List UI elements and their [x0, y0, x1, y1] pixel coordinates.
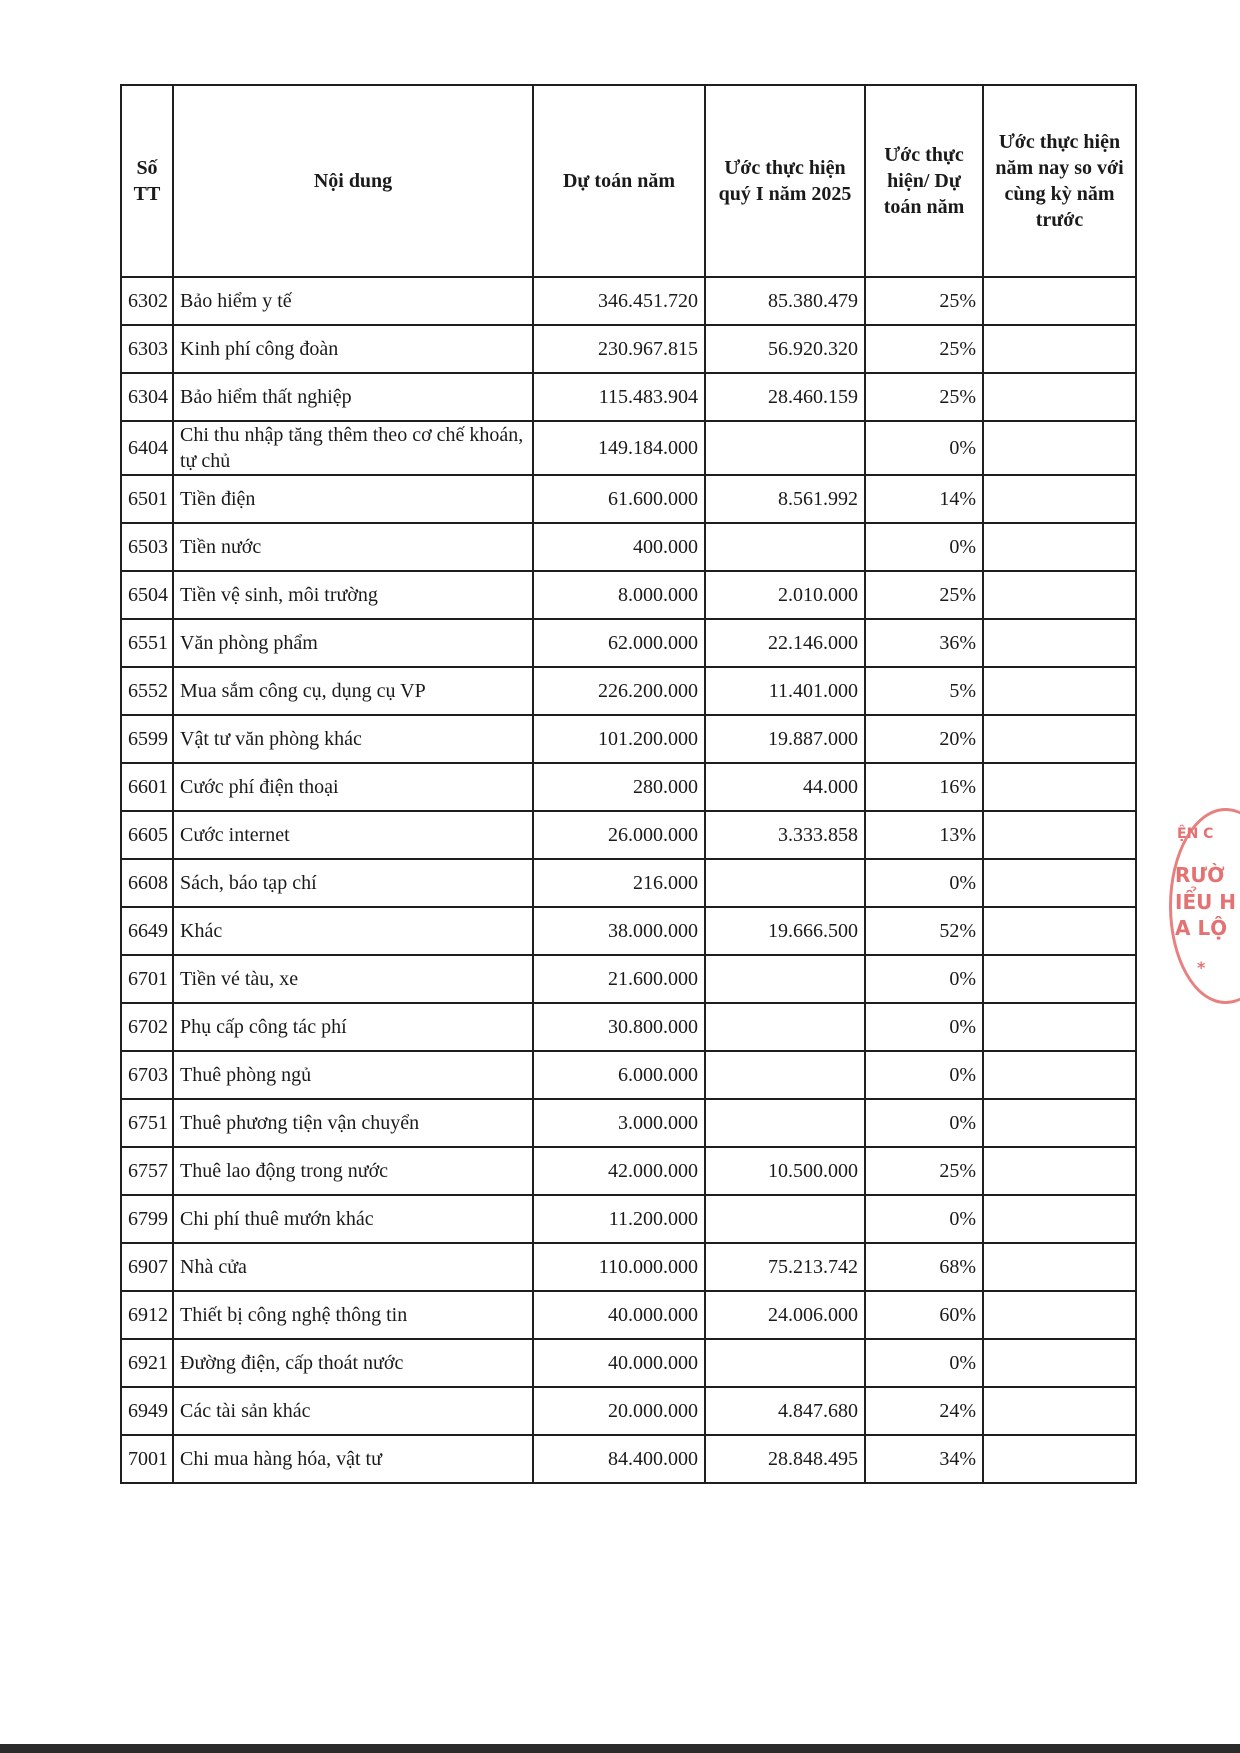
row-content: Vật tư văn phòng khác [173, 715, 533, 763]
row-content: Chi mua hàng hóa, vật tư [173, 1435, 533, 1483]
row-q1-estimate: 19.887.000 [705, 715, 865, 763]
table-row [121, 1435, 1136, 1483]
row-ratio: 25% [865, 277, 983, 325]
row-yoy [983, 373, 1136, 421]
row-ratio: 25% [865, 1147, 983, 1195]
row-annual-estimate: 30.800.000 [533, 1003, 705, 1051]
row-q1-estimate: 56.920.320 [705, 325, 865, 373]
row-ratio: 24% [865, 1387, 983, 1435]
row-annual-estimate: 42.000.000 [533, 1147, 705, 1195]
row-content: Tiền nước [173, 523, 533, 571]
row-code: 6912 [121, 1291, 173, 1339]
row-content: Nhà cửa [173, 1243, 533, 1291]
row-content: Tiền vé tàu, xe [173, 955, 533, 1003]
table-row [121, 1147, 1136, 1195]
row-yoy [983, 619, 1136, 667]
row-code: 6551 [121, 619, 173, 667]
row-annual-estimate: 280.000 [533, 763, 705, 811]
row-code: 6605 [121, 811, 173, 859]
row-code: 6304 [121, 373, 173, 421]
table-header-row [121, 85, 1136, 277]
table-row [121, 1243, 1136, 1291]
row-q1-estimate [705, 1339, 865, 1387]
row-yoy [983, 277, 1136, 325]
header-yoy: Ước thực hiện năm nay so với cùng kỳ năm trước [983, 85, 1136, 277]
row-yoy [983, 859, 1136, 907]
row-annual-estimate: 62.000.000 [533, 619, 705, 667]
row-content: Đường điện, cấp thoát nước [173, 1339, 533, 1387]
row-ratio: 0% [865, 1195, 983, 1243]
row-code: 6608 [121, 859, 173, 907]
row-ratio: 25% [865, 373, 983, 421]
header-ratio: Ước thực hiện/ Dự toán năm [865, 85, 983, 277]
row-annual-estimate: 40.000.000 [533, 1291, 705, 1339]
row-ratio: 5% [865, 667, 983, 715]
row-code: 6702 [121, 1003, 173, 1051]
row-content: Kinh phí công đoàn [173, 325, 533, 373]
table-row [121, 571, 1136, 619]
row-ratio: 20% [865, 715, 983, 763]
row-content: Mua sắm công cụ, dụng cụ VP [173, 667, 533, 715]
row-q1-estimate [705, 1003, 865, 1051]
row-content: Văn phòng phẩm [173, 619, 533, 667]
row-content: Sách, báo tạp chí [173, 859, 533, 907]
row-q1-estimate [705, 523, 865, 571]
row-yoy [983, 1195, 1136, 1243]
row-yoy [983, 1003, 1136, 1051]
table-row [121, 763, 1136, 811]
header-stt: Số TT [121, 85, 173, 277]
row-content: Các tài sản khác [173, 1387, 533, 1435]
row-ratio: 0% [865, 955, 983, 1003]
row-q1-estimate [705, 859, 865, 907]
row-q1-estimate: 8.561.992 [705, 475, 865, 523]
row-ratio: 60% [865, 1291, 983, 1339]
row-code: 6552 [121, 667, 173, 715]
row-yoy [983, 763, 1136, 811]
seal-text-4: A LỘ [1175, 916, 1228, 940]
row-q1-estimate: 28.848.495 [705, 1435, 865, 1483]
red-seal-stamp [1165, 808, 1240, 998]
row-ratio: 0% [865, 523, 983, 571]
table-row [121, 523, 1136, 571]
scan-edge [0, 1744, 1240, 1753]
header-content: Nội dung [173, 85, 533, 277]
row-content: Chi thu nhập tăng thêm theo cơ chế khoán, tự chủ [173, 421, 533, 475]
row-annual-estimate: 115.483.904 [533, 373, 705, 421]
table-row [121, 1051, 1136, 1099]
seal-star: * [1197, 958, 1206, 977]
row-ratio: 25% [865, 571, 983, 619]
row-content: Thuê lao động trong nước [173, 1147, 533, 1195]
row-q1-estimate: 75.213.742 [705, 1243, 865, 1291]
row-code: 6907 [121, 1243, 173, 1291]
table-row [121, 955, 1136, 1003]
row-code: 6751 [121, 1099, 173, 1147]
row-annual-estimate: 11.200.000 [533, 1195, 705, 1243]
row-annual-estimate: 400.000 [533, 523, 705, 571]
row-ratio: 0% [865, 1339, 983, 1387]
table-row [121, 1339, 1136, 1387]
row-content: Thiết bị công nghệ thông tin [173, 1291, 533, 1339]
row-yoy [983, 1099, 1136, 1147]
table-row [121, 1099, 1136, 1147]
row-content: Chi phí thuê mướn khác [173, 1195, 533, 1243]
row-code: 6599 [121, 715, 173, 763]
table-row [121, 811, 1136, 859]
row-annual-estimate: 3.000.000 [533, 1099, 705, 1147]
row-ratio: 36% [865, 619, 983, 667]
row-ratio: 34% [865, 1435, 983, 1483]
row-yoy [983, 475, 1136, 523]
row-code: 6649 [121, 907, 173, 955]
row-annual-estimate: 101.200.000 [533, 715, 705, 763]
row-q1-estimate [705, 955, 865, 1003]
row-q1-estimate: 10.500.000 [705, 1147, 865, 1195]
table-row [121, 325, 1136, 373]
table-row [121, 1387, 1136, 1435]
row-yoy [983, 715, 1136, 763]
row-annual-estimate: 61.600.000 [533, 475, 705, 523]
row-q1-estimate: 28.460.159 [705, 373, 865, 421]
row-q1-estimate [705, 1051, 865, 1099]
row-annual-estimate: 84.400.000 [533, 1435, 705, 1483]
table-row [121, 859, 1136, 907]
row-content: Thuê phương tiện vận chuyển [173, 1099, 533, 1147]
row-content: Thuê phòng ngủ [173, 1051, 533, 1099]
row-content: Khác [173, 907, 533, 955]
header-q1-estimate: Ước thực hiện quý I năm 2025 [705, 85, 865, 277]
row-yoy [983, 1243, 1136, 1291]
row-annual-estimate: 20.000.000 [533, 1387, 705, 1435]
table-row [121, 373, 1136, 421]
row-annual-estimate: 230.967.815 [533, 325, 705, 373]
row-yoy [983, 955, 1136, 1003]
row-yoy [983, 907, 1136, 955]
row-content: Cước phí điện thoại [173, 763, 533, 811]
row-annual-estimate: 38.000.000 [533, 907, 705, 955]
row-ratio: 0% [865, 1051, 983, 1099]
row-yoy [983, 523, 1136, 571]
header-annual-estimate: Dự toán năm [533, 85, 705, 277]
table-row [121, 715, 1136, 763]
row-q1-estimate: 11.401.000 [705, 667, 865, 715]
row-yoy [983, 1051, 1136, 1099]
row-content: Bảo hiểm thất nghiệp [173, 373, 533, 421]
row-annual-estimate: 110.000.000 [533, 1243, 705, 1291]
row-ratio: 25% [865, 325, 983, 373]
row-content: Bảo hiểm y tế [173, 277, 533, 325]
row-ratio: 14% [865, 475, 983, 523]
row-ratio: 0% [865, 421, 983, 475]
row-ratio: 0% [865, 1099, 983, 1147]
row-q1-estimate: 24.006.000 [705, 1291, 865, 1339]
seal-text-1: ỆN C [1177, 826, 1214, 842]
row-ratio: 16% [865, 763, 983, 811]
table-row [121, 1291, 1136, 1339]
row-content: Tiền vệ sinh, môi trường [173, 571, 533, 619]
row-ratio: 0% [865, 1003, 983, 1051]
row-q1-estimate: 3.333.858 [705, 811, 865, 859]
row-annual-estimate: 346.451.720 [533, 277, 705, 325]
row-yoy [983, 571, 1136, 619]
row-yoy [983, 811, 1136, 859]
row-q1-estimate: 85.380.479 [705, 277, 865, 325]
row-yoy [983, 1147, 1136, 1195]
table-row [121, 907, 1136, 955]
row-annual-estimate: 26.000.000 [533, 811, 705, 859]
row-code: 6949 [121, 1387, 173, 1435]
table-row [121, 475, 1136, 523]
row-code: 6701 [121, 955, 173, 1003]
row-code: 7001 [121, 1435, 173, 1483]
row-yoy [983, 1339, 1136, 1387]
row-content: Cước internet [173, 811, 533, 859]
row-code: 6921 [121, 1339, 173, 1387]
row-yoy [983, 1387, 1136, 1435]
row-q1-estimate: 22.146.000 [705, 619, 865, 667]
table-row [121, 1195, 1136, 1243]
row-code: 6799 [121, 1195, 173, 1243]
row-content: Phụ cấp công tác phí [173, 1003, 533, 1051]
row-annual-estimate: 216.000 [533, 859, 705, 907]
row-code: 6601 [121, 763, 173, 811]
row-annual-estimate: 149.184.000 [533, 421, 705, 475]
seal-text-3: IỂU H [1175, 890, 1237, 914]
row-annual-estimate: 226.200.000 [533, 667, 705, 715]
row-annual-estimate: 6.000.000 [533, 1051, 705, 1099]
row-code: 6757 [121, 1147, 173, 1195]
table-row [121, 619, 1136, 667]
row-code: 6503 [121, 523, 173, 571]
table-body [121, 277, 1136, 1483]
row-q1-estimate: 44.000 [705, 763, 865, 811]
row-annual-estimate: 21.600.000 [533, 955, 705, 1003]
row-yoy [983, 667, 1136, 715]
row-code: 6703 [121, 1051, 173, 1099]
row-ratio: 0% [865, 859, 983, 907]
row-ratio: 52% [865, 907, 983, 955]
row-code: 6302 [121, 277, 173, 325]
budget-table [120, 84, 1137, 1484]
seal-text-2: RƯỜ [1175, 863, 1225, 887]
row-q1-estimate [705, 421, 865, 475]
row-q1-estimate [705, 1099, 865, 1147]
table-row [121, 421, 1136, 475]
row-q1-estimate: 2.010.000 [705, 571, 865, 619]
table-row [121, 277, 1136, 325]
row-code: 6404 [121, 421, 173, 475]
row-annual-estimate: 8.000.000 [533, 571, 705, 619]
row-q1-estimate: 19.666.500 [705, 907, 865, 955]
row-annual-estimate: 40.000.000 [533, 1339, 705, 1387]
row-yoy [983, 1291, 1136, 1339]
row-ratio: 13% [865, 811, 983, 859]
row-code: 6501 [121, 475, 173, 523]
row-ratio: 68% [865, 1243, 983, 1291]
row-q1-estimate [705, 1195, 865, 1243]
row-yoy [983, 1435, 1136, 1483]
row-yoy [983, 325, 1136, 373]
row-q1-estimate: 4.847.680 [705, 1387, 865, 1435]
row-content: Tiền điện [173, 475, 533, 523]
row-code: 6303 [121, 325, 173, 373]
row-code: 6504 [121, 571, 173, 619]
table-row [121, 1003, 1136, 1051]
row-yoy [983, 421, 1136, 475]
table-row [121, 667, 1136, 715]
